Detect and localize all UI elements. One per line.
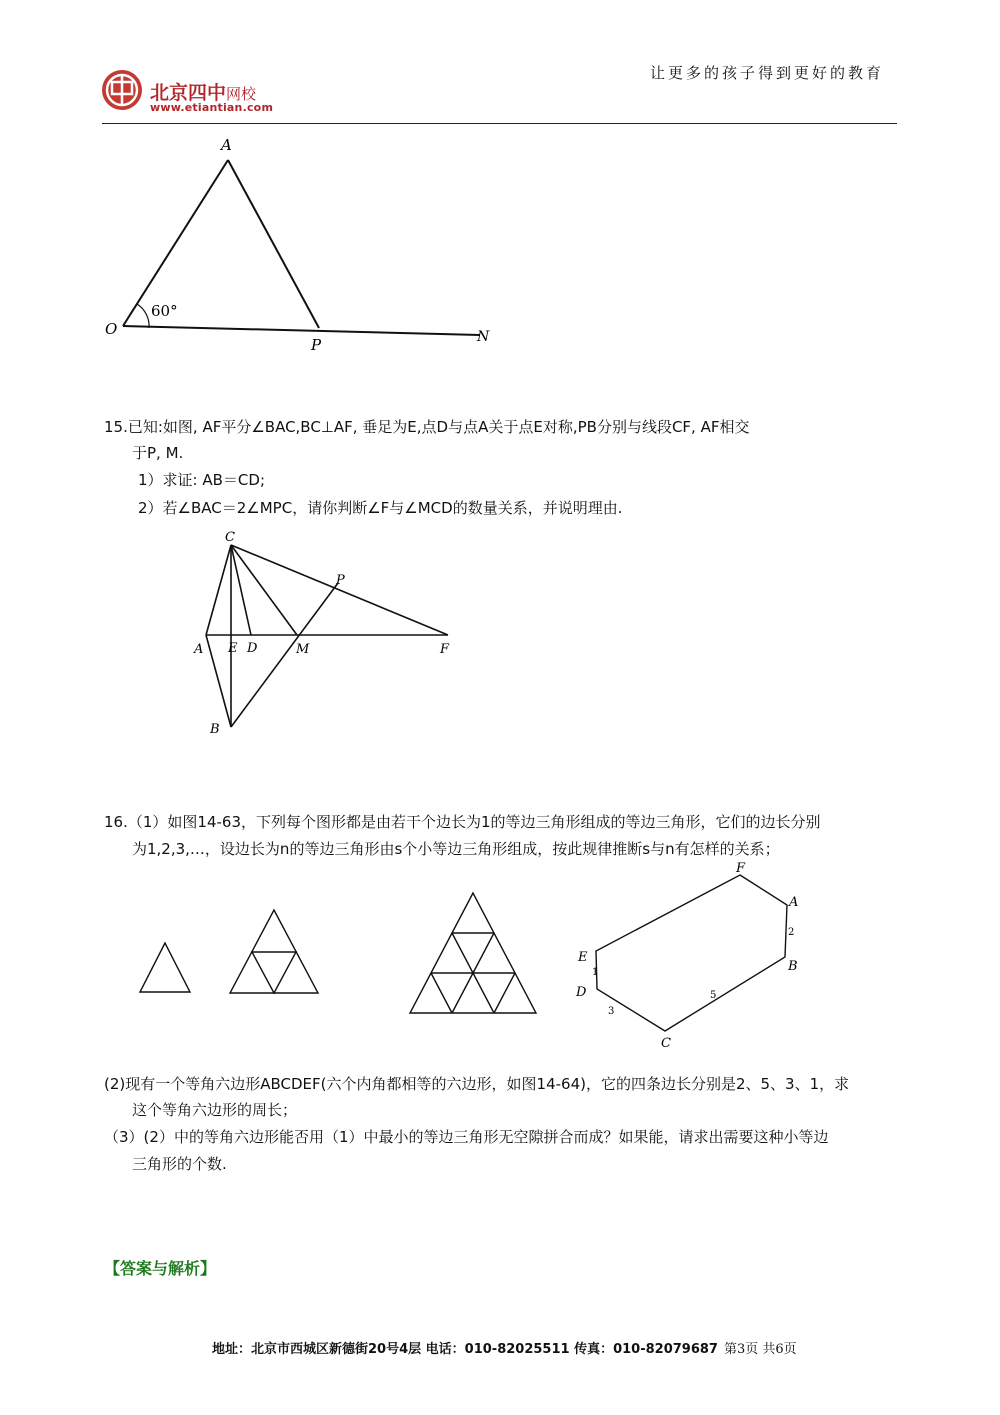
logo-text: 北京四中网校 — [150, 82, 257, 104]
label-m: M — [296, 642, 310, 657]
label-o: O — [105, 320, 118, 338]
answer-heading: 【答案与解析】 — [104, 1259, 217, 1278]
q15-sub1: 1）求证: AB＝CD; — [138, 471, 265, 489]
q16-part3-line1: （3）(2）中的等角六边形能否用（1）中最小的等边三角形无空隙拼合而成？如果能，请求出需要这种小等边 — [104, 1128, 829, 1146]
label-p: P — [311, 336, 322, 354]
label-a: A — [221, 136, 232, 154]
figure-angle-triangle — [95, 130, 515, 360]
q16-part2-line2: 这个等角六边形的周长； — [132, 1101, 298, 1119]
label-p: P — [336, 573, 345, 588]
school-logo-icon — [100, 68, 144, 112]
side-bc: 5 — [710, 990, 717, 1001]
label-e: E — [228, 641, 238, 656]
label-a: A — [789, 895, 799, 910]
label-c: C — [225, 530, 235, 545]
label-b: B — [210, 722, 220, 737]
label-e: E — [578, 950, 588, 965]
figure-hexagon — [570, 855, 810, 1055]
label-a: A — [194, 642, 204, 657]
q16-line1: 16.（1）如图14-63，下列每个图形都是由若干个边长为1的等边三角形组成的等边三角形，它们的边长分别 — [104, 813, 821, 831]
q16-part3-line2: 三角形的个数. — [132, 1155, 227, 1173]
q15-line2: 于P, M. — [132, 444, 184, 462]
label-f: F — [736, 861, 746, 876]
label-b: B — [788, 959, 798, 974]
label-d: D — [576, 985, 587, 1000]
side-de: 1 — [592, 967, 599, 978]
label-c: C — [661, 1036, 671, 1051]
slogan: 让更多的孩子得到更好的教育 — [650, 64, 885, 82]
header-divider — [102, 123, 897, 124]
q16-part2-line1: (2)现有一个等角六边形ABCDEF(六个内角都相等的六边形，如图14-64)，它的四条边长分别是2、5、3、1，求 — [104, 1075, 850, 1093]
footer-contact: 地址：北京市西城区新德街20号4层 电话：010-82025511 传真：010-82079687 — [212, 1342, 718, 1357]
figure-triangles — [130, 880, 560, 1020]
q16-line2: 为1,2,3,…，设边长为n的等边三角形由s个小等边三角形组成，按此规律推断s与n有怎样的关系； — [132, 840, 780, 858]
angle-label: 60° — [151, 302, 178, 320]
q15-line1: 15.已知:如图, AF平分∠BAC,BC⊥AF, 垂足为E,点D与点A关于点E对称,PB分别与线段CF, AF相交 — [104, 418, 750, 436]
q15-sub2: 2）若∠BAC＝2∠MPC，请你判断∠F与∠MCD的数量关系，并说明理由. — [138, 499, 623, 517]
footer — [212, 1338, 797, 1357]
label-f: F — [440, 642, 450, 657]
page-number: 第3页 共6页 — [723, 1342, 797, 1357]
figure-q15 — [190, 525, 470, 745]
label-n: N — [477, 329, 490, 345]
side-ab: 2 — [788, 927, 795, 938]
label-d: D — [247, 641, 258, 656]
side-cd: 3 — [608, 1006, 615, 1017]
logo-url: www.etiantian.com — [150, 101, 274, 114]
